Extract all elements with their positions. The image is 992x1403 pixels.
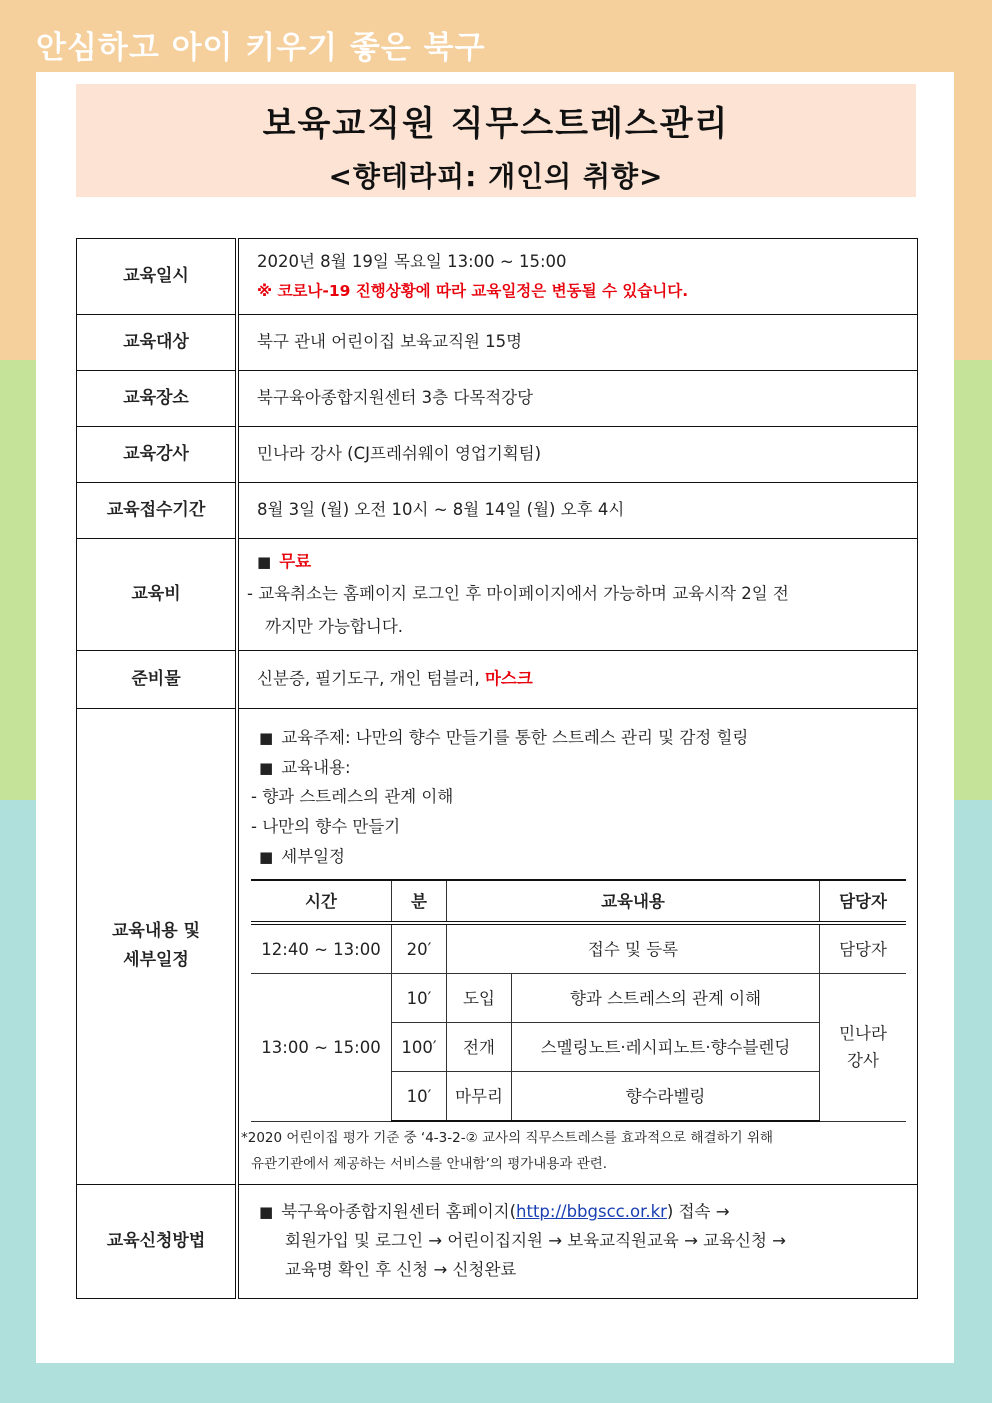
date-text: 2020년 8월 19일 목요일 13:00 ~ 15:00	[257, 251, 567, 271]
header-minutes: 분	[392, 880, 447, 923]
square-bullet-icon: ■	[259, 729, 274, 747]
reg-minutes: 20′	[392, 923, 447, 974]
square-bullet-icon: ■	[259, 1202, 274, 1221]
session-time: 13:00 ~ 15:00	[251, 974, 392, 1122]
schedule-header-row	[251, 880, 906, 923]
note-line1: *2020 어린이집 평가 기준 중 ‘4-3-2-② 교사의 직무스트레스를 효과적으로 해결하기 위해	[241, 1130, 774, 1147]
apply-line1	[259, 1198, 917, 1227]
label-content-line1: 교육내용 및	[111, 921, 201, 942]
value-place: 북구육아종합지원센터 3층 다목적강당	[237, 371, 918, 427]
s1-stage: 도입	[447, 974, 512, 1023]
s3-stage: 마무리	[447, 1072, 512, 1122]
content-topic	[251, 723, 917, 753]
row-supplies	[77, 651, 918, 709]
apply-line1-pre: 북구육아종합지원센터 홈페이지(	[281, 1201, 517, 1221]
reg-time: 12:40 ~ 13:00	[251, 923, 392, 974]
session-manager-line2: 강사	[847, 1050, 879, 1070]
label-apply: 교육신청방법	[77, 1184, 238, 1298]
apply-line3: 교육명 확인 후 신청 → 신청완료	[285, 1259, 517, 1279]
session-manager	[820, 974, 907, 1122]
fee-cancel-line1: - 교육취소는 홈페이지 로그인 후 마이페이지에서 가능하며 교육시작 2일 전	[247, 584, 789, 604]
s2-minutes: 100′	[392, 1023, 447, 1072]
evaluation-note	[241, 1126, 917, 1177]
s3-minutes: 10′	[392, 1072, 447, 1122]
supplies-mask: 마스크	[484, 669, 533, 689]
label-date: 교육일시	[77, 239, 238, 315]
row-content	[77, 709, 918, 1185]
value-period: 8월 3일 (월) 오전 10시 ~ 8월 14일 (월) 오후 4시	[237, 483, 918, 539]
fee-free: 무료	[279, 552, 312, 572]
session-manager-line1: 민나라	[839, 1024, 887, 1044]
fee-cancel-line2: 까지만 가능합니다.	[265, 616, 404, 636]
schedule-row-registration	[251, 923, 906, 974]
label-supplies: 준비물	[77, 651, 238, 709]
s1-content: 향과 스트레스의 관계 이해	[512, 974, 820, 1023]
content-item-2: - 나만의 향수 만들기	[251, 817, 401, 837]
s3-content: 향수라벨링	[512, 1072, 820, 1122]
row-instructor	[77, 427, 918, 483]
label-fee: 교육비	[77, 539, 238, 651]
content-heading-text: 교육내용:	[281, 757, 351, 777]
row-place	[77, 371, 918, 427]
schedule-table	[251, 879, 906, 1122]
row-period	[77, 483, 918, 539]
schedule-heading-text: 세부일정	[281, 846, 345, 866]
value-supplies	[237, 651, 918, 709]
reg-manager: 담당자	[820, 923, 907, 974]
content-heading	[251, 753, 917, 783]
square-bullet-icon: ■	[259, 758, 274, 777]
label-target: 교육대상	[77, 315, 238, 371]
label-instructor: 교육강사	[77, 427, 238, 483]
value-apply	[237, 1184, 918, 1298]
header-manager: 담당자	[820, 880, 907, 923]
value-target: 북구 관내 어린이집 보육교직원 15명	[237, 315, 918, 371]
label-place: 교육장소	[77, 371, 238, 427]
supplies-text: 신분증, 필기도구, 개인 텀블러,	[257, 669, 485, 689]
homepage-link[interactable]: http://bbgscc.or.kr	[516, 1201, 667, 1221]
info-table	[76, 238, 918, 1299]
value-content	[237, 709, 918, 1185]
row-date	[77, 239, 918, 315]
square-bullet-icon: ■	[257, 553, 272, 572]
value-date	[237, 239, 918, 315]
label-content	[77, 709, 238, 1185]
header-time: 시간	[251, 880, 392, 923]
apply-line1-post: ) 접속 →	[666, 1201, 730, 1221]
apply-line2: 회원가입 및 로그인 → 어린이집지원 → 보육교직원교육 → 교육신청 →	[285, 1230, 786, 1250]
value-fee	[237, 539, 918, 651]
date-warning: ※ 코로나-19 진행상황에 따라 교육일정은 변동될 수 있습니다.	[257, 282, 689, 301]
title-box	[76, 84, 916, 197]
note-line2: 유관기관에서 제공하는 서비스를 안내함’의 평가내용과 관련.	[251, 1156, 608, 1173]
content-item-1: - 향과 스트레스의 관계 이해	[251, 787, 454, 807]
s1-minutes: 10′	[392, 974, 447, 1023]
label-period: 교육접수기간	[77, 483, 238, 539]
label-content-line2: 세부일정	[123, 950, 189, 971]
header-content: 교육내용	[447, 880, 820, 923]
topic-text: 교육주제: 나만의 향수 만들기를 통한 스트레스 관리 및 감정 힐링	[281, 728, 749, 747]
row-apply	[77, 1184, 918, 1298]
page-title: 보육교직원 직무스트레스관리	[262, 104, 730, 144]
row-target	[77, 315, 918, 371]
s2-content: 스멜링노트·레시피노트·향수블렌딩	[512, 1023, 820, 1072]
value-instructor: 민나라 강사 (CJ프레쉬웨이 영업기획팀)	[237, 427, 918, 483]
square-bullet-icon: ■	[259, 847, 274, 866]
reg-content: 접수 및 등록	[447, 923, 820, 974]
schedule-heading	[251, 842, 917, 872]
schedule-row-1	[251, 974, 906, 1023]
row-fee	[77, 539, 918, 651]
s2-stage: 전개	[447, 1023, 512, 1072]
fee-line	[247, 546, 917, 578]
page-subtitle: <향테라피: 개인의 취향>	[328, 160, 664, 193]
slogan: 안심하고 아이 키우기 좋은 북구	[36, 30, 486, 66]
